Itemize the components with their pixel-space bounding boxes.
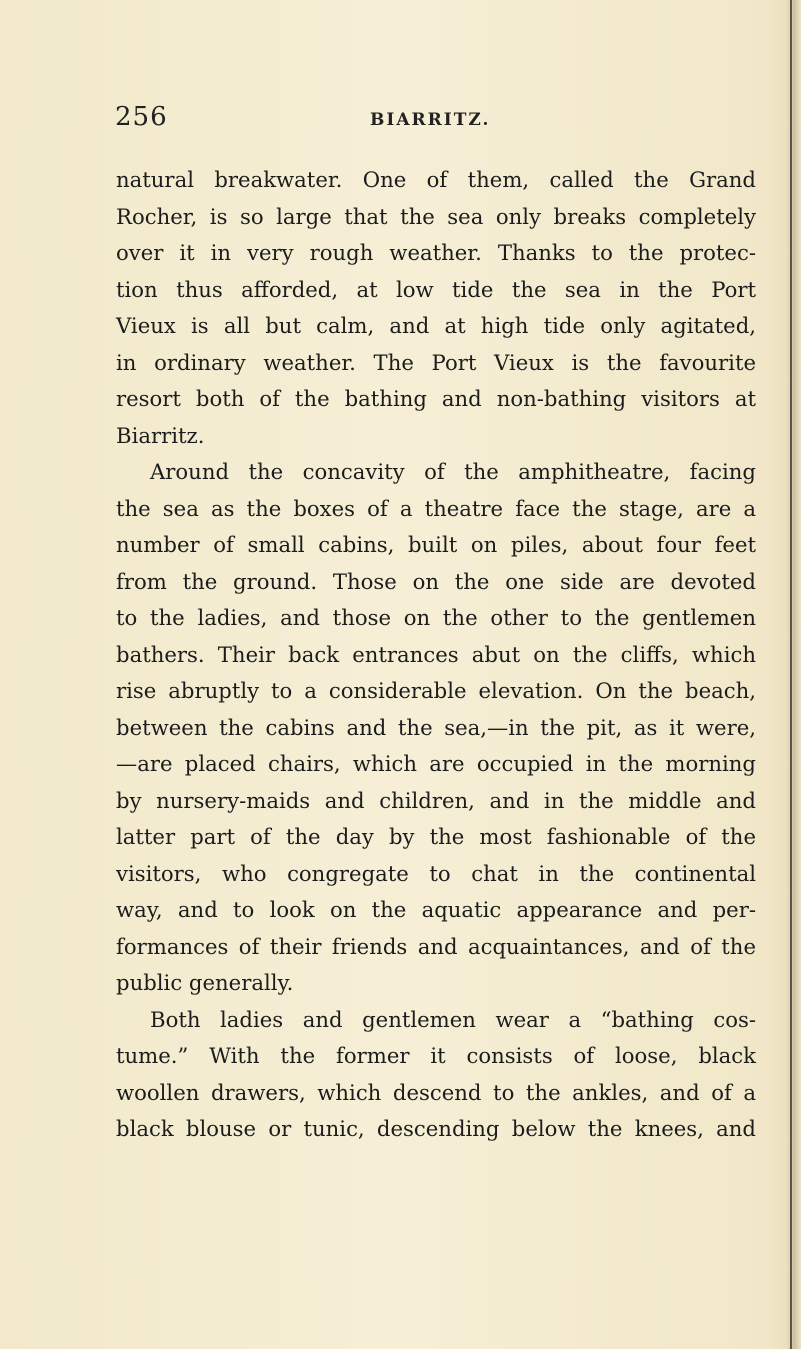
text-line: natural breakwater. One of them, called the Grand xyxy=(116,167,756,192)
text-line: —are placed chairs, which are occupied in the morning xyxy=(116,751,756,776)
text-line: over it in very rough weather. Thanks to the protec- xyxy=(116,240,756,265)
text-line: visitors, who congregate to chat in the continental xyxy=(116,860,756,886)
text-line: Around the concavity of the amphitheatre, facing xyxy=(150,459,756,484)
text-line: formances of their friends and acquaintances, and of the xyxy=(116,933,756,959)
text-line: latter part of the day by the most fashionable of the xyxy=(116,824,756,849)
text-line: woollen drawers, which descend to the ankles, and of a xyxy=(116,1079,756,1105)
text-line: from the ground. Those on the one side are devoted xyxy=(116,568,756,594)
text-line: Rocher, is so large that the sea only breaks completely xyxy=(116,203,756,229)
text-line: tume.” With the former it consists of loose, black xyxy=(116,1043,756,1068)
text-line: in ordinary weather. The Port Vieux is the favourite xyxy=(116,349,756,375)
page-edge-shadow xyxy=(787,0,801,1349)
text-line: to the ladies, and those on the other to the gentlemen xyxy=(116,605,756,630)
text-line: Vieux is all but calm, and at high tide only agitated, xyxy=(116,313,756,338)
text-line: between the cabins and the sea,—in the pit, as it were, xyxy=(116,714,756,740)
text-line: bathers. Their back entrances abut on the cliffs, which xyxy=(116,641,756,667)
text-line: the sea as the boxes of a theatre face the stage, are a xyxy=(116,495,756,521)
text-line: tion thus afforded, at low tide the sea in the Port xyxy=(116,276,756,302)
text-line: Biarritz. xyxy=(116,422,205,448)
text-line: number of small cabins, built on piles, about four feet xyxy=(116,532,756,557)
body-text xyxy=(116,162,756,1148)
page-number: 256 xyxy=(115,102,168,132)
running-title: BIARRITZ. xyxy=(370,110,491,130)
text-line: public generally. xyxy=(116,970,294,995)
text-line: rise abruptly to a considerable elevation. On the beach, xyxy=(116,678,756,703)
text-line: by nursery-maids and children, and in the middle and xyxy=(116,787,756,813)
text-line: way, and to look on the aquatic appearance and per- xyxy=(116,897,756,922)
text-line: resort both of the bathing and non-bathing visitors at xyxy=(116,386,756,411)
text-line: Both ladies and gentlemen wear a “bathing cos- xyxy=(150,1006,756,1032)
text-line: black blouse or tunic, descending below the knees, and xyxy=(116,1116,756,1141)
page-header xyxy=(115,98,755,138)
